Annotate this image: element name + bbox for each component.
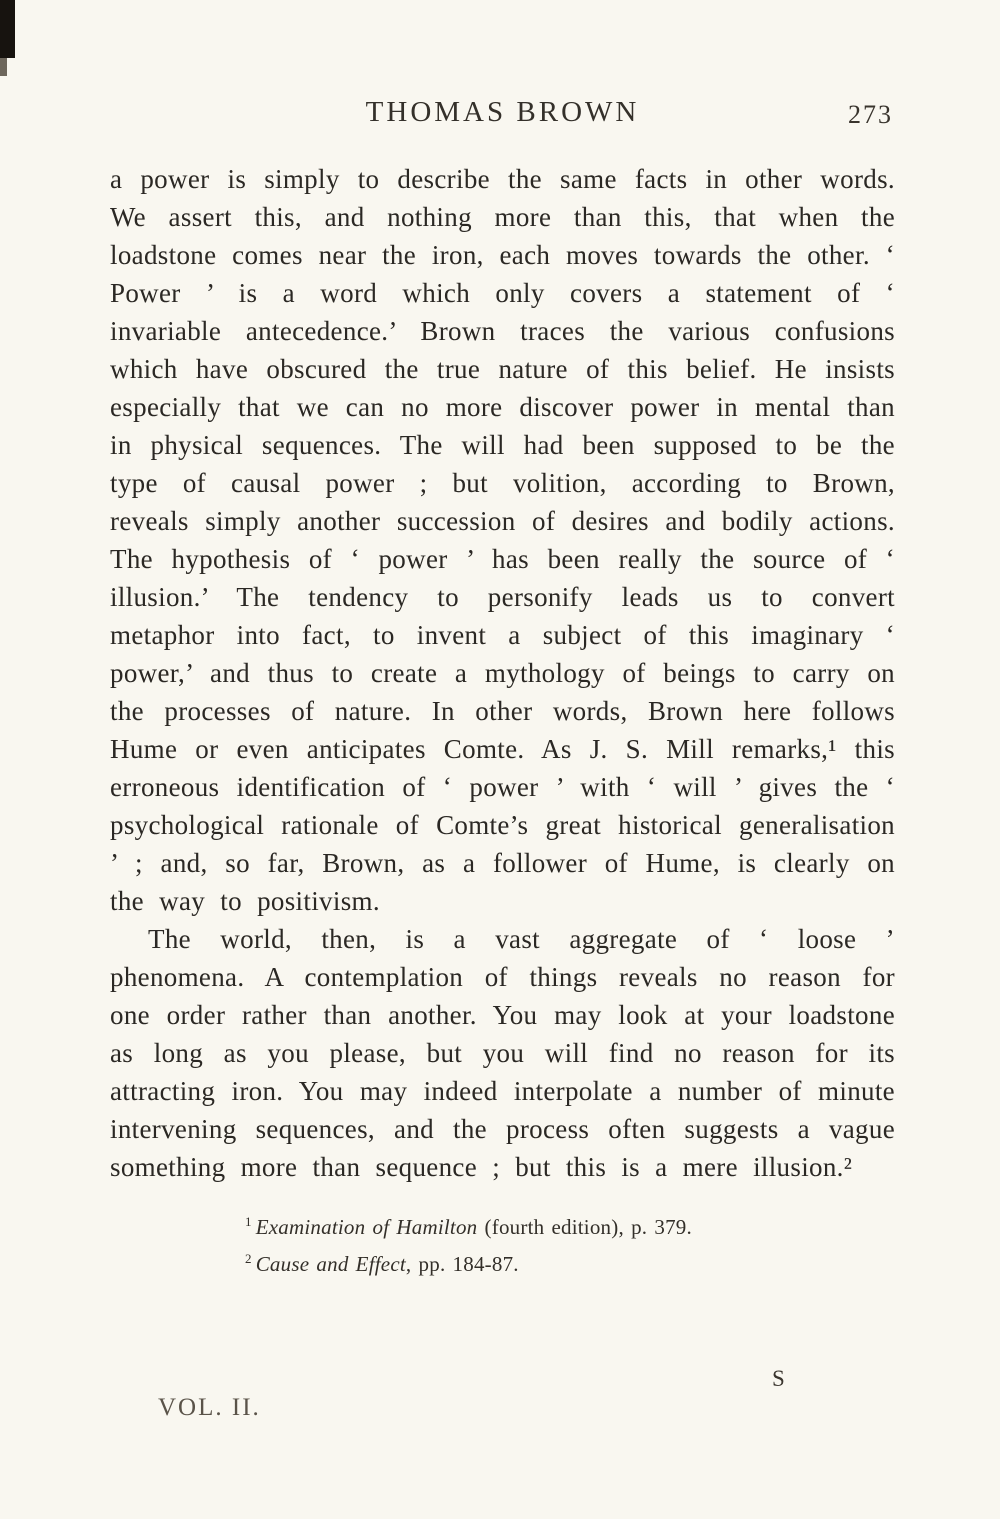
- footnote-title: Examination of Hamilton: [255, 1215, 478, 1239]
- volume-label: VOL. II.: [158, 1394, 261, 1421]
- footnote-title: Cause and Effect: [255, 1252, 406, 1276]
- page-body: [110, 160, 895, 1186]
- footnote: [245, 1206, 895, 1243]
- footnote-text: (fourth edition), p. 379.: [477, 1215, 692, 1239]
- running-head: [110, 96, 895, 142]
- signature-mark: S: [772, 1366, 785, 1391]
- scan-edge-artifact: [0, 0, 15, 58]
- paragraph: The world, then, is a vast aggregate of ‘ loose ’ phenomena. A contemplation of things reveals no reason for one order rather than another. You may look at your loadstone as long as you please, but you will find no reason for its attracting iron. You may indeed interpolate a number of minute intervening sequences, and the process often suggests a vague something more than sequence ; but this is a mere illusion.²: [110, 924, 895, 1182]
- running-head-title: THOMAS BROWN: [365, 96, 640, 128]
- footnote-text: , pp. 184-87.: [405, 1252, 519, 1276]
- footnote-marker: 1: [245, 1214, 252, 1229]
- paragraph-continuation: a power is simply to describe the same facts in other words. We assert this, and nothing more than this, that when the loadstone comes near the iron, each moves towards the other. ‘ Power ’ is a word which only covers a statement of ‘ invariable antecedence.’ Brown traces the various confusions which have obscured the true nature of this belief. He insists especially that we can no more discover power in mental than in physical sequences. The will had been supposed to be the type of causal power ; but volition, according to Brown, reveals simply another succession of desires and bodily actions. The hypothesis of ‘ power ’ has been really the source of ‘ illusion.’ The tendency to personify leads us to convert metaphor into fact, to invent a subject of this imaginary ‘ power,’ and thus to create a mythology of beings to carry on the processes of nature. In other words, Brown here follows Hume or even anticipates Comte. As J. S. Mill remarks,¹ this erroneous identification of ‘ power ’ with ‘ will ’ gives the ‘ psychological rationale of Comte’s great historical generalisation ’ ; and, so far, Brown, as a follower of Hume, is clearly on the way to positivism.: [110, 164, 895, 916]
- footnote: [245, 1243, 895, 1280]
- page-number: 273: [848, 100, 893, 129]
- footnote-marker: 2: [245, 1251, 252, 1266]
- footnotes: [245, 1206, 895, 1280]
